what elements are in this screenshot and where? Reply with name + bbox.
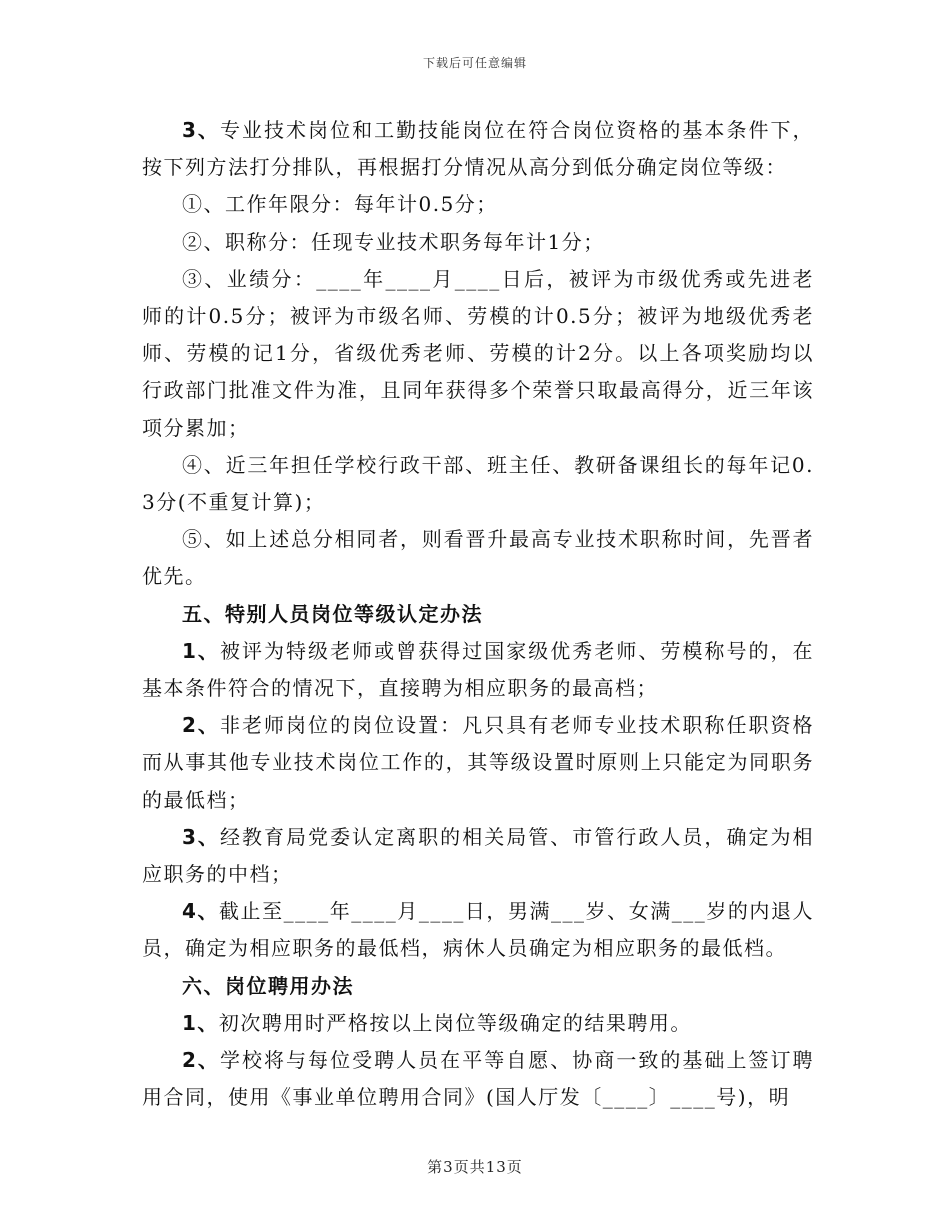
paragraph-text: 非老师岗位的岗位设置：凡只具有老师专业技术职称任职资格而从事其他专业技术岗位工作的，其等级设置时原则上只能定为同职务的最低档； bbox=[142, 713, 815, 812]
item-number: 3、 bbox=[182, 118, 220, 142]
item-number: 4、 bbox=[182, 899, 220, 924]
paragraph-special-1 bbox=[142, 633, 814, 707]
item-number: 3、 bbox=[182, 824, 220, 849]
paragraph-special-4 bbox=[142, 893, 814, 967]
sub-item-work-years bbox=[142, 186, 814, 223]
paragraph-text: 学校将与每位受聘人员在平等自愿、协商一致的基础上签订聘用合同，使用《事业单位聘用合同》(国人厅发〔____〕____号)，明 bbox=[142, 1048, 815, 1110]
section-heading-6: 六、岗位聘用办法 bbox=[182, 973, 354, 998]
paragraph-special-3 bbox=[142, 819, 814, 893]
page-footer: 第3页共13页 bbox=[427, 1158, 523, 1176]
paragraph-text: 专业技术岗位和工勤技能岗位在符合岗位资格的基本条件下，按下列方法打分排队，再根据打分情况从高分到低分确定岗位等级： bbox=[142, 118, 815, 180]
item-number: 1、 bbox=[182, 1010, 219, 1035]
sub-item-admin-roles bbox=[142, 447, 814, 521]
paragraph-special-2 bbox=[142, 707, 814, 819]
sub-item-performance bbox=[142, 261, 814, 447]
item-number: 1、 bbox=[182, 638, 220, 663]
section-heading-5: 五、特别人员岗位等级认定办法 bbox=[182, 601, 483, 626]
paragraph-text: 被评为特级老师或曾获得过国家级优秀老师、劳模称号的，在基本条件符合的情况下，直接聘为相应职务的最高档； bbox=[142, 638, 815, 701]
document-body bbox=[142, 112, 814, 1116]
paragraph-text: ⑤、如上述总分相同者，则看晋升最高专业技术职称时间，先晋者优先。 bbox=[142, 527, 814, 589]
page-header: 下载后可任意编辑 bbox=[422, 56, 527, 70]
paragraph-text: 经教育局党委认定离职的相关局管、市管行政人员，确定为相应职务的中档； bbox=[142, 824, 815, 887]
sub-item-title-score bbox=[142, 224, 814, 261]
paragraph-text: ②、职称分：任现专业技术职务每年计1分； bbox=[182, 229, 605, 254]
paragraph-item-3 bbox=[142, 112, 814, 186]
paragraph-hire-1 bbox=[142, 1005, 814, 1042]
paragraph-hire-2 bbox=[142, 1042, 814, 1116]
paragraph-text: ①、工作年限分：每年计0.5分； bbox=[182, 192, 498, 217]
paragraph-text: ④、近三年担任学校行政干部、班主任、教研备课组长的每年记0.3分(不重复计算)； bbox=[142, 452, 814, 515]
sub-item-tiebreak bbox=[142, 521, 814, 595]
item-number: 2、 bbox=[182, 1048, 220, 1073]
paragraph-text: 截止至____年____月____日，男满___岁、女满___岁的内退人员，确定为相应职务的最低档，病休人员确定为相应职务的最低档。 bbox=[142, 899, 815, 961]
paragraph-text: 初次聘用时严格按以上岗位等级确定的结果聘用。 bbox=[218, 1010, 692, 1035]
item-number: 2、 bbox=[182, 713, 220, 738]
paragraph-text: ③、业绩分：____年____月____日后，被评为市级优秀或先进老师的计0.5分；被评为市级名师、劳模的计0.5分；被评为地级优秀老师、劳模的记1分，省级优秀老师、劳模的计2分。以上各项奖励均以行政部门批准文件为准，且同年获得多个荣誉只取最高得分，近三年该项分累加； bbox=[142, 266, 814, 440]
